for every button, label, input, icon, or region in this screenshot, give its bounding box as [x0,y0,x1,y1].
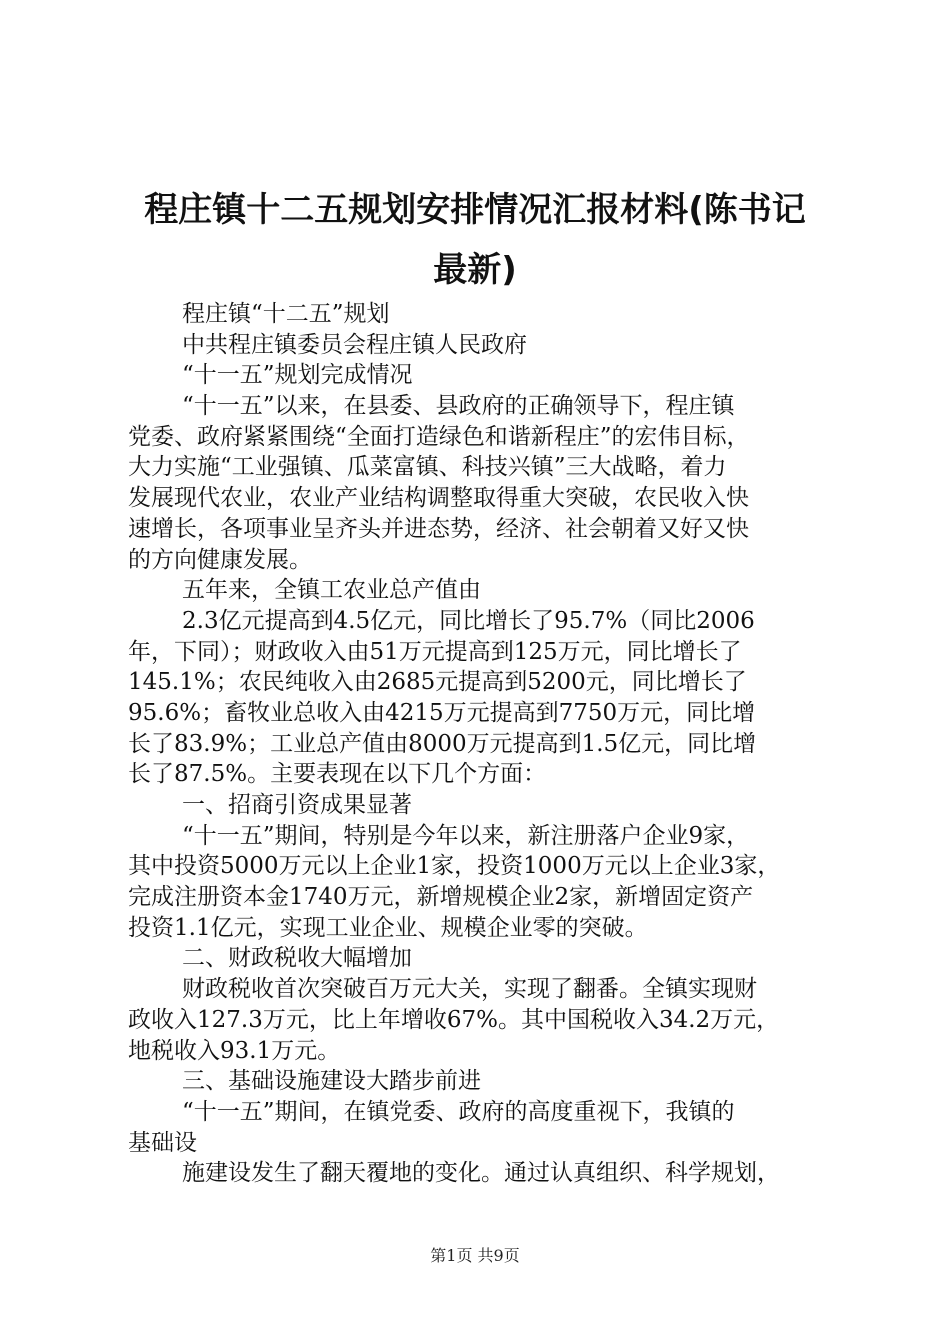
body-line: “十一五”以来，在县委、县政府的正确领导下，程庄镇 [182,393,735,420]
body-line: 年，下同）；财政收入由51万元提高到125万元，同比增长了 [128,638,742,665]
body-line: 长了83.9%；工业总产值由8000万元提高到1.5亿元，同比增 [128,730,757,757]
body-line: “十一五”期间，在镇党委、政府的高度重视下，我镇的 [182,1098,735,1125]
body-line: 其中投资5000万元以上企业1家，投资1000万元以上企业3家， [128,853,781,880]
document-body [128,299,848,1189]
body-line: 中共程庄镇委员会程庄镇人民政府 [182,331,527,358]
body-line: 三、基础设施建设大踏步前进 [182,1068,481,1095]
body-line: 95.6%；畜牧业总收入由4215万元提高到7750万元，同比增 [128,699,756,726]
body-line: 投资1.1亿元，实现工业企业、规模企业零的突破。 [128,914,648,941]
body-line: “十一五”期间，特别是今年以来，新注册落户企业9家， [182,822,750,849]
body-line: 速增长，各项事业呈齐头并进态势，经济、社会朝着又好又快 [128,515,749,542]
document-title-line-1: 程庄镇十二五规划安排情况汇报材料(陈书记 [144,190,806,230]
body-line: 二、财政税收大幅增加 [182,945,412,972]
body-line: 基础设 [128,1129,197,1156]
page-footer: 第1页 共9页 [430,1246,520,1265]
body-line: 五年来，全镇工农业总产值由 [182,577,481,604]
body-line: 长了87.5%。主要表现在以下几个方面： [128,761,547,788]
body-line: 程庄镇“十二五”规划 [182,301,390,327]
body-line: 政收入127.3万元，比上年增收67%。其中国税收入34.2万元， [128,1006,780,1033]
body-line: 完成注册资本金1740万元，新增规模企业2家，新增固定资产 [128,884,754,911]
body-line: 发展现代农业，农业产业结构调整取得重大突破，农民收入快 [128,485,749,512]
body-line: 2.3亿元提高到4.5亿元，同比增长了95.7%（同比2006 [182,607,755,634]
body-line: 的方向健康发展。 [128,546,312,573]
body-line: 地税收入93.1万元。 [128,1037,341,1064]
body-line: “十一五”规划完成情况 [182,362,413,389]
body-line: 施建设发生了翻天覆地的变化。通过认真组织、科学规划， [182,1160,780,1187]
body-line: 党委、政府紧紧围绕“全面打造绿色和谐新程庄”的宏伟目标， [128,423,750,450]
document-title-line-2: 最新) [433,250,517,290]
body-line: 财政税收首次突破百万元大关，实现了翻番。全镇实现财 [182,976,757,1003]
body-line: 145.1%；农民纯收入由2685元提高到5200元，同比增长了 [128,669,747,696]
body-line: 一、招商引资成果显著 [182,792,412,818]
body-line: 大力实施“工业强镇、瓜菜富镇、科技兴镇”三大战略，着力 [128,454,727,481]
